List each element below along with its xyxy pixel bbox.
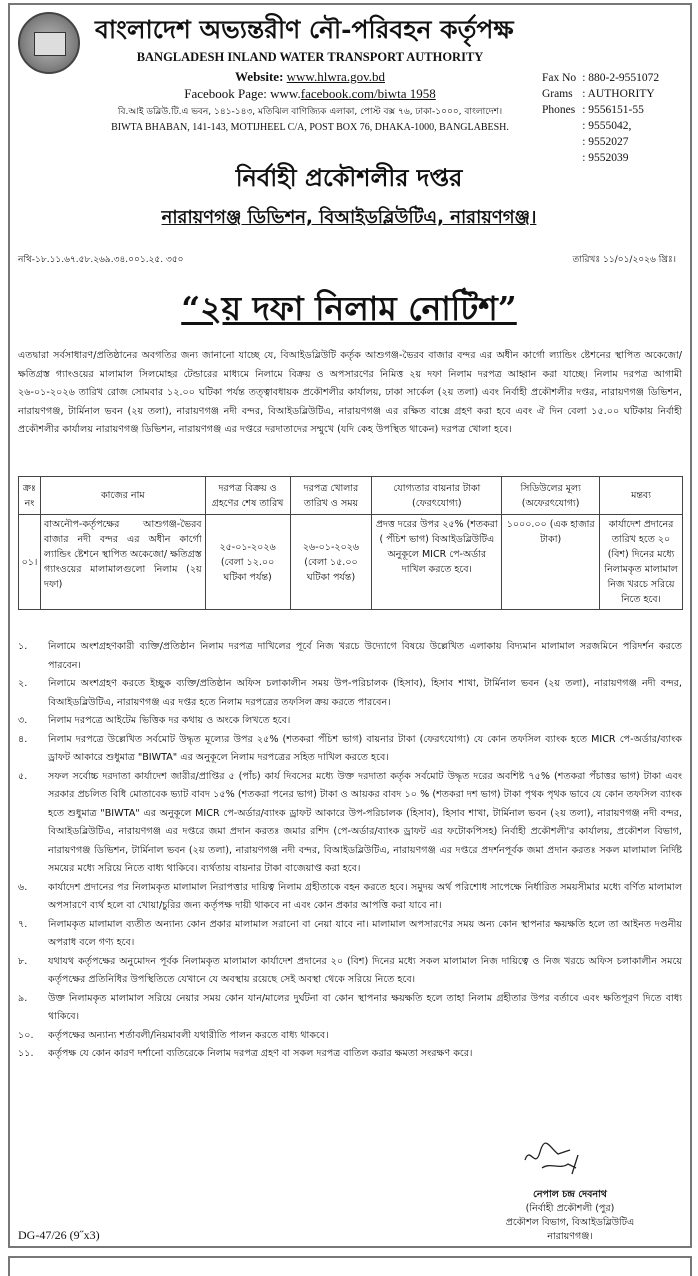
contact-value: : AUTHORITY	[582, 88, 655, 100]
website-label: Website:	[235, 69, 284, 84]
table-cell: ০১।	[19, 515, 41, 610]
column-header: মন্তব্য	[600, 477, 683, 515]
contact-value: : 9556151-55	[582, 104, 644, 116]
column-header: কাজের নাম	[40, 477, 205, 515]
notice-date: তারিখঃ ১১/০১/২০২৬ খ্রিঃ।	[572, 255, 676, 265]
dg-code: DG-47/26 (9˝x3)	[18, 1228, 100, 1242]
contact-row	[540, 135, 661, 149]
column-header: সিডিউলের মূল্য (অফেরৎযোগ্য)	[502, 477, 600, 515]
term-number: ২.	[18, 678, 28, 689]
term-text: কার্যাদেশ প্রদানের পর নিলামকৃত মালামাল নিরাপত্তার দায়িত্ব নিলাম গ্রহীতাকে বহন করতে হবে। সমুদয় অর্থ পরিশোধ সাপেক্ষে নির্ধারিত সময়সীমার মধ্যে বর্ণিত মালামাল অপসারণে ব্যর্থ হলে বা খোয়া/চুরির জন্য কর্তৃপক্ষ দায়ী থাকবে না এবং কোন প্রকার আপত্তি করা যাবে না।	[48, 881, 682, 911]
contact-row	[540, 119, 661, 133]
term-item	[18, 731, 682, 768]
contact-row	[540, 71, 661, 85]
auction-table	[18, 476, 683, 610]
term-text: নিলাম দরপত্রে উল্লেখিত সর্বমোট উদ্ধৃত মূল্যের উপর ২৫% (শতকরা পঁচিশ ভাগ) বায়নার টাকা (ফেরৎযোগ্য) যে কোন তফসিল ব্যাংক হতে MICR পে-অর্ডার/ব্যাংক ড্রাফট আকারে শুধুমাত্র "BIWTA" এর অনুকূলে নিলাম দরপত্রের সহিত দাখিল করতে হবে।	[48, 733, 682, 763]
term-item	[18, 1045, 682, 1064]
contact-label	[540, 135, 578, 149]
term-number: ৬.	[18, 881, 28, 893]
table-cell: ২৫-০১-২০২৬ (বেলা ১২.০০ ঘটিকা পর্যন্ত)	[205, 515, 290, 610]
term-text: যথাযথ কর্তৃপক্ষের অনুমোদন পূর্বক নিলামকৃত মালামাল কার্যাদেশ প্রদানের ২০ (বিশ) দিনের মধ্যে সকল মালামাল নিজ দায়িত্বে ও নিজ খরচে অফিস চলাকালীন সময়ে কর্তৃপক্ষের প্রতিনিধির উপস্থিতিতে যেখানে যে অবস্থায় রয়েছে সেই অবস্থা থেকে সরিয়ে নিতে হবে।	[48, 955, 682, 985]
notice-title	[0, 283, 698, 339]
term-text: নিলামকৃত মালামাল ব্যতীত অন্যান্য কোন প্রকার মালামাল সরানো বা নেয়া যাবে না। মালামাল অপসারণের সময় অন্য কোন স্থাপনার ক্ষয়ক্ষতি হলে তা আইনত দণ্ডনীয় অপরাধ বলে গণ্য হবে।	[48, 918, 682, 948]
term-number: ৭.	[18, 918, 28, 930]
terms-list	[18, 638, 682, 1064]
term-text: কর্তৃপক্ষের অন্যান্য শর্তাবলী/নিয়মাবলী যথারীতি পালন করতে বাধ্য থাকবে।	[48, 1029, 329, 1041]
signatory-block	[470, 1188, 670, 1244]
contact-row	[540, 87, 661, 101]
table-cell: ১০০০.০০ (এক হাজার টাকা)	[502, 515, 600, 610]
column-header: দরপত্র খোলার তারিখ ও সময়	[290, 477, 372, 515]
signatory-location: নারায়ণগঞ্জ।	[547, 1231, 593, 1242]
term-text: সফল সর্বোচ্চ দরদাতা কার্যাদেশ জারীর/প্রাপ্তির ৫ (পাঁচ) কার্য দিবসের মধ্যে উক্ত দরদাতা কর্তৃক সর্বমোট উদ্ধৃত দরের অবশিষ্ট ৭৫% (শতকরা পঁচাত্তর ভাগ) টাকা এবং সরকার প্রচলিত বিধি মোতাবেক ভ্যাট বাবদ ১৫% (শতকরা পনের ভাগ) টাকা ও আয়কর বাবদ ১০ % (শতকরা দশ ভাগ) টাকা পৃথক পৃথক ভাবে যে কোন তফসিল ব্যাংক হতে শুধুমাত্র "BIWTA" এর অনুকূলে MICR পে-অর্ডার/ব্যাংক ড্রাফট আকারে উপ-পরিচালক (হিসাব), হিসাব শাখা, টার্মিনাল ভবন (২য় তলা), নারায়ণগঞ্জ নদী বন্দর, বিআইডব্লিউটিএ, নারায়ণগঞ্জ এর দপ্তরে জমা প্রদান করতঃ জমার রশিদ (পে-অর্ডার/ব্যাংক ড্রাফট এর ফটোকপিসহ) নির্বাহী প্রকৌশলী'র কার্যালয়, প্রকৌশল বিভাগ, নারায়ণগঞ্জ ডিভিশন, টার্মিনাল ভবন (২য় তলা), নারায়ণগঞ্জ নদী বন্দর, বিআইডব্লিউটিএ, নারায়ণগঞ্জ এর দপ্তরে প্রদর্শনপূর্বক জমা প্রদান করতঃ সকল মালামাল নির্দিষ্ট সময়ের মধ্যে সরিয়ে নিতে বাধ্য থাকিবে। ব্যর্থতায় বায়নার টাকা বাজেয়াপ্ত করা হবে।	[48, 770, 682, 874]
office-title: নির্বাহী প্রকৌশলীর দপ্তর	[235, 163, 463, 192]
org-title-bn: বাংলাদেশ অভ্যন্তরীণ নৌ-পরিবহন কর্তৃপক্ষ	[95, 15, 514, 44]
address-en: BIWTA BHABAN, 141-143, MOTIJHEEL C/A, POST BOX 76, DHAKA-1000, BANGLABESH.	[111, 122, 509, 133]
contact-value: : 880-2-9551072	[582, 72, 660, 84]
notice-title-text: “২য় দফা নিলাম নোটিশ”	[181, 289, 517, 328]
facebook-line	[95, 86, 525, 102]
term-text: নিলামে অংশগ্রহণ করতে ইচ্ছুক ব্যক্তি/প্রতিষ্ঠান অফিস চলাকালীন সময় উপ-পরিচালক (হিসাব), হিসাব শাখা, টার্মিনাল ভবন (২য় তলা), নারায়ণগঞ্জ নদী বন্দর, বিআইডব্লিউটিএ, নারায়ণগঞ্জ এর দপ্তর হতে নিলাম দরপত্রের তফসিল ক্রয় করতে পারবেন।	[48, 678, 682, 708]
column-header: যোগ্যতার বায়নার টাকা (ফেরৎযোগ্য)	[372, 477, 502, 515]
term-item	[18, 675, 682, 712]
contact-info	[538, 69, 663, 167]
term-item	[18, 638, 682, 675]
term-item	[18, 768, 682, 879]
division-text: নারায়ণগঞ্জ ডিভিশন, বিআইডব্লিউটিএ, নারায়ণগঞ্জ।	[161, 207, 537, 228]
term-number: ৯.	[18, 992, 28, 1004]
table-cell: কার্যাদেশ প্রদানের তারিখ হতে ২০ (বিশ) দিনের মধ্যে নিলামকৃত মালামাল নিজ খরচে সরিয়ে নিতে হবে।	[600, 515, 683, 610]
contact-label	[540, 119, 578, 133]
term-number: ১.	[18, 641, 28, 652]
facebook-label: Facebook Page: www.	[184, 86, 301, 101]
term-text: নিলাম দরপত্রে আইটেম ভিত্তিক দর কথায় ও অংকে লিখতে হবে।	[48, 715, 291, 726]
term-number: ৩.	[18, 715, 28, 726]
table-header-row	[19, 477, 683, 515]
term-number: ৮.	[18, 955, 28, 967]
term-item	[18, 953, 682, 990]
intro-paragraph: এতদ্বারা সর্বসাধারণ/প্রতিষ্ঠানের অবগতির জন্য জানানো যাচ্ছে যে, বিআইডব্লিউটি কর্তৃক আশুগঞ্জ-ভৈরব বাজার বন্দর এর অধীন কার্গো ল্যান্ডিং ষ্টেশনের স্থাপিত অকেজো/ক্ষতিগ্রস্ত গ্যাংওয়ের মালামাল সিলমোহর টেন্ডারের মাধ্যমে নিলামে বিক্রয় ও অপসারণের নিমিত্ত ২য় দফা নিলাম দরপত্র আহ্বান করা যাচ্ছে। নিলাম দরপত্র আগামী ২৬-০১-২০২৬ তারিখ রোজ সোমবার ১২.০০ ঘটিকা পর্যন্ত তত্ত্বাবধায়ক প্রকৌশলীর কার্যালয়, ঢাকা সার্কেল (২য় তলা) এবং নির্বাহী প্রকৌশলীর দপ্তর, নারায়ণগঞ্জ ডিভিশন, নারায়ণগঞ্জ, টার্মিনাল ভবন (২য় তলা), নারায়ণগঞ্জ নদী বন্দর, বিআইডব্লিউটিএ, নারায়ণগঞ্জ এর রক্ষিত বাক্সে গ্রহণ করা হবে এবং ঐ দিন বেলা ১৫.০০ ঘটিকায় নির্বাহী প্রকৌশলীর কার্যালয় নারায়ণগঞ্জ ডিভিশন, নারায়ণগঞ্জ এর দপ্তরে দরদাতাদের সম্মুখে (যদি কেহ উপস্থিত থাকেন) দরপত্র খোলা হবে।	[18, 350, 682, 435]
term-number: ৫.	[18, 770, 28, 782]
term-text: কর্তৃপক্ষ যে কোন কারণ দর্শানো ব্যতিরেকে নিলাম দরপত্র গ্রহণ বা সকল দরপত্র বাতিল করার ক্ষমতা সংরক্ষণ করে।	[48, 1048, 473, 1059]
column-header: ক্রঃ নং	[19, 477, 41, 515]
term-item	[18, 916, 682, 953]
term-item	[18, 712, 682, 731]
handwritten-signature	[520, 1140, 590, 1178]
reference-number: নথি-১৮.১১.৬৭.৫৮.২৬৯.৩৪.০০১.২৫. ৩৫০	[18, 255, 184, 265]
division-title	[0, 203, 698, 234]
term-text: উক্ত নিলামকৃত মালামাল সরিয়ে নেয়ার সময় কোন যান/মালের দুর্ঘটনা বা কোন স্থাপনার ক্ষয়ক্ষতি হলে তাহা নিলাম গ্রহীতার উপর বর্তাবে এবং ক্ষতিপূরণ দিতে বাধ্য থাকিবে।	[48, 992, 682, 1022]
term-number: ১০.	[18, 1029, 34, 1041]
term-number: ১১.	[18, 1048, 34, 1059]
facebook-link[interactable]: facebook.com/biwta 1958	[300, 86, 436, 101]
contact-label: Fax No	[542, 72, 577, 84]
term-text: নিলামে অংশগ্রহণকারী ব্যক্তি/প্রতিষ্ঠান নিলাম দরপত্র দাখিলের পূর্বে নিজ খরচে উদ্যোগে বিষয়ে উল্লেখিত এলাকায় বিদ্যমান মালামাল সরজমিনে পরিদর্শন করতে পারবেন।	[48, 641, 682, 671]
next-notice-border	[8, 1256, 692, 1276]
website-line	[95, 69, 525, 85]
table-row	[19, 515, 683, 610]
contact-row	[540, 103, 661, 117]
address-bn: বি.আই ডব্লিউ.টি.এ ভবন, ১৪১-১৪৩, মতিঝিল বাণিজ্যিক এলাকা, পোস্ট বক্স ৭৬, ঢাকা-১০০০, বাংলাদেশ।	[117, 107, 503, 117]
term-item	[18, 990, 682, 1027]
signatory-designation: (নির্বাহী প্রকৌশলী (পুর)	[525, 1203, 615, 1214]
contact-value: : 9555042,	[582, 120, 632, 132]
term-number: ৪.	[18, 733, 28, 745]
term-item	[18, 1027, 682, 1046]
org-title-en: BANGLADESH INLAND WATER TRANSPORT AUTHORITY	[136, 50, 484, 64]
column-header: দরপত্র বিক্রয় ও গ্রহণের শেষ তারিখ	[205, 477, 290, 515]
website-link[interactable]: www.hlwra.gov.bd	[286, 69, 385, 84]
table-cell: প্রদত্ত দরের উপর ২৫% (শতকরা ( পঁচিশ ভাগ) বিআইডব্লিউটিএ অনুকূলে MICR পে-অর্ডার দাখিল করতে হবে।	[372, 515, 502, 610]
biwta-logo-seal	[18, 12, 80, 74]
contact-label: Grams	[542, 88, 573, 100]
table-cell: বাঅনৌপ-কর্তৃপক্ষের আশুগঞ্জ-ভৈরব বাজার নদী বন্দর এর অধীন কার্গো ল্যান্ডিং ষ্টেশনে স্থাপিত অকেজো/ ক্ষতিগ্রস্ত গ্যাংওয়ের মালামালগুলো নিলাম (২য় দফা)	[40, 515, 205, 610]
contact-value: : 9552027	[582, 136, 629, 148]
term-item	[18, 879, 682, 916]
signatory-name: নেপাল চন্দ্র দেবনাথ	[533, 1189, 607, 1200]
table-cell: ২৬-০১-২০২৬ (বেলা ১৫.০০ ঘটিকা পর্যন্ত)	[290, 515, 372, 610]
contact-value: : 9552039	[582, 152, 629, 164]
contact-label: Phones	[542, 104, 576, 116]
signatory-department: প্রকৌশল বিভাগ, বিআইডব্লিউটিএ	[505, 1217, 635, 1228]
